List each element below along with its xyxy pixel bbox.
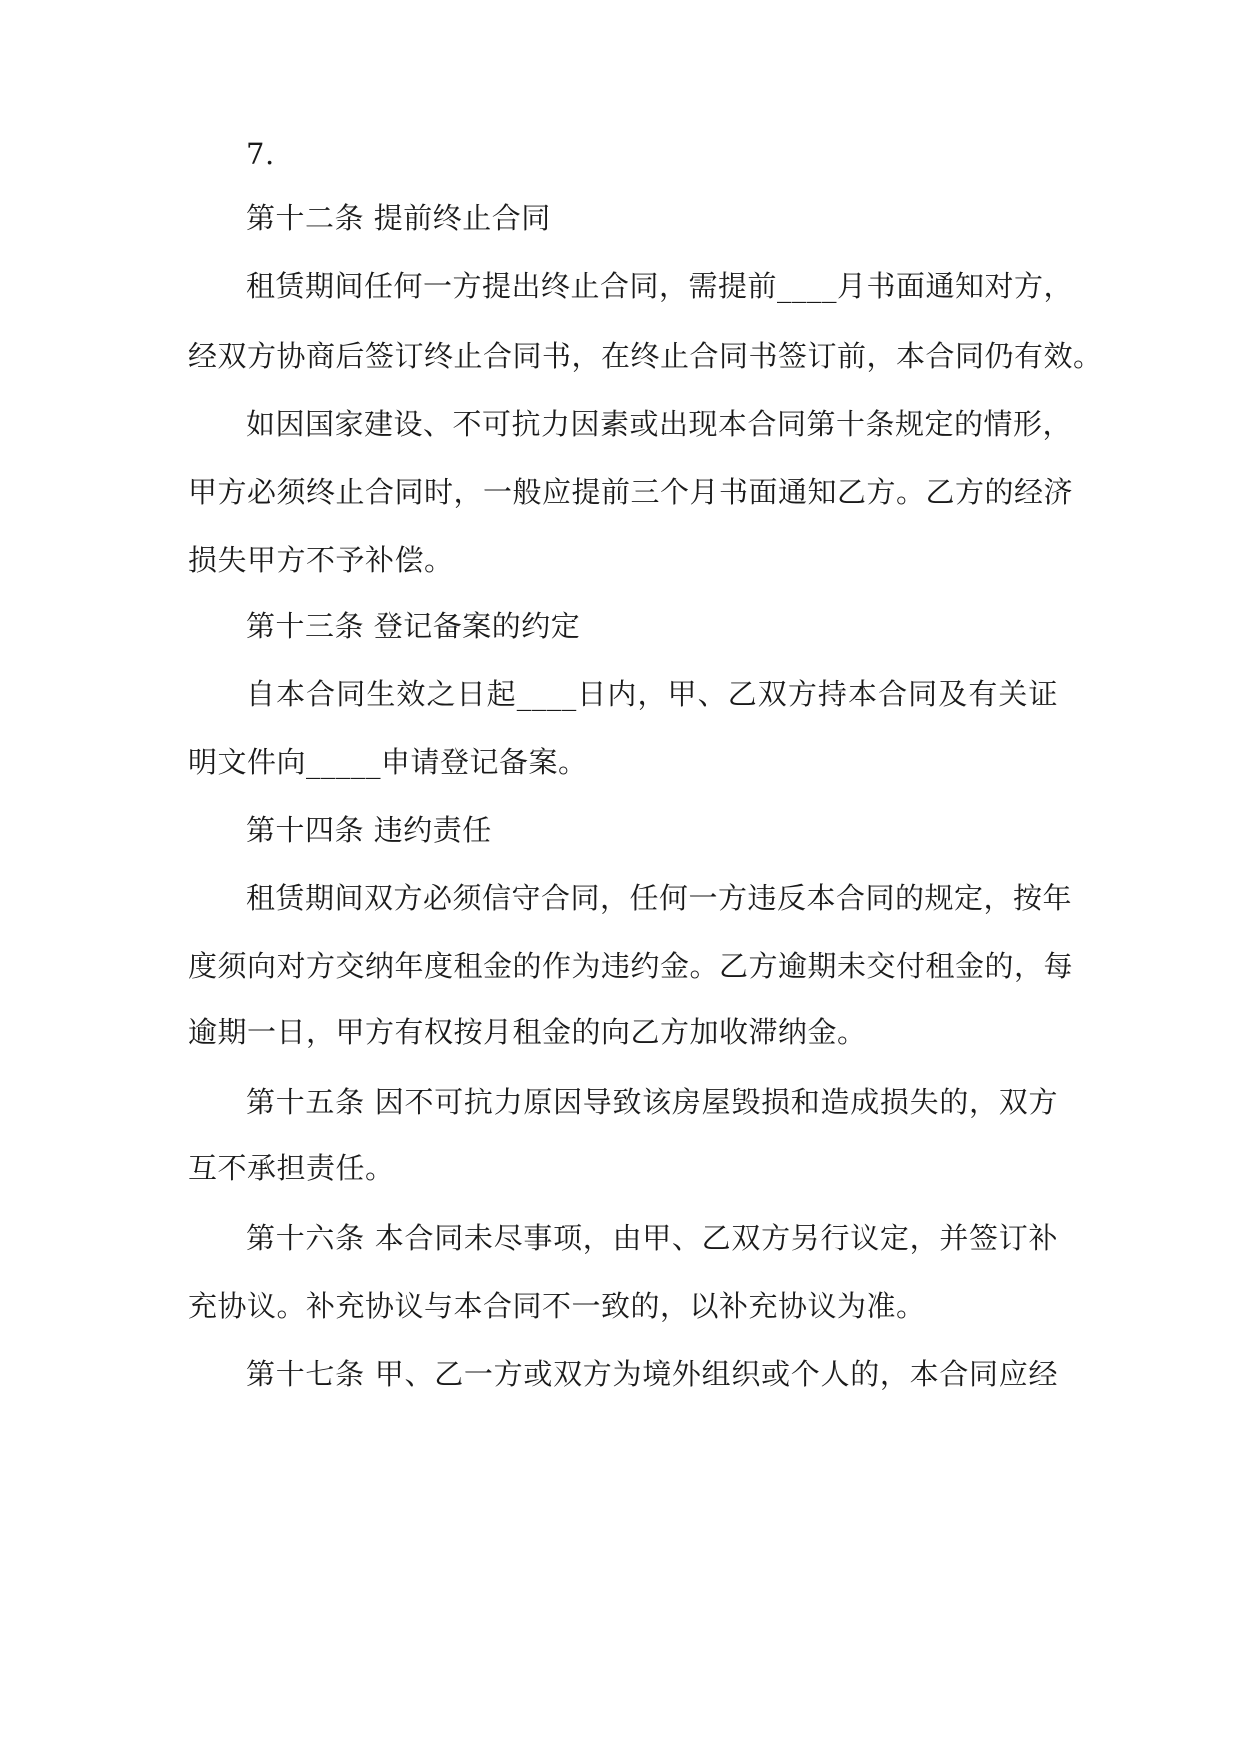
article-14-paragraph-line-2: 度须向对方交纳年度租金的作为违约金。乙方逾期未交付租金的，每 — [188, 949, 1074, 983]
article-12-paragraph-2-line-2: 甲方必须终止合同时，一般应提前三个月书面通知乙方。乙方的经济 — [188, 475, 1074, 509]
article-13-paragraph-line-2: 明文件向_____申请登记备案。 — [188, 745, 588, 779]
article-15-line-2: 互不承担责任。 — [188, 1151, 395, 1185]
article-13-heading: 第十三条 登记备案的约定 — [246, 609, 581, 643]
article-17-line-1: 第十七条 甲、乙一方或双方为境外组织或个人的，本合同应经 — [246, 1357, 1058, 1391]
article-12-paragraph-1-line-2: 经双方协商后签订终止合同书，在终止合同书签订前，本合同仍有效。 — [188, 339, 1103, 373]
article-12-paragraph-2-line-1: 如因国家建设、不可抗力因素或出现本合同第十条规定的情形， — [246, 407, 1073, 441]
article-12-heading: 第十二条 提前终止合同 — [246, 201, 551, 235]
article-12-paragraph-1-line-1: 租赁期间任何一方提出终止合同，需提前____月书面通知对方， — [246, 269, 1074, 303]
article-12-paragraph-2-line-3: 损失甲方不予补偿。 — [188, 543, 454, 577]
page-number-line: 7. — [246, 137, 275, 171]
article-16-line-2: 充协议。补充协议与本合同不一致的，以补充协议为准。 — [188, 1289, 926, 1323]
article-15-line-1: 第十五条 因不可抗力原因导致该房屋毁损和造成损失的，双方 — [246, 1085, 1058, 1119]
article-13-paragraph-line-1: 自本合同生效之日起____日内，甲、乙双方持本合同及有关证 — [246, 677, 1058, 711]
article-14-paragraph-line-1: 租赁期间双方必须信守合同，任何一方违反本合同的规定，按年 — [246, 881, 1073, 915]
article-16-line-1: 第十六条 本合同未尽事项，由甲、乙双方另行议定，并签订补 — [246, 1221, 1058, 1255]
article-14-paragraph-line-3: 逾期一日，甲方有权按月租金的向乙方加收滞纳金。 — [188, 1015, 867, 1049]
article-14-heading: 第十四条 违约责任 — [246, 813, 492, 847]
